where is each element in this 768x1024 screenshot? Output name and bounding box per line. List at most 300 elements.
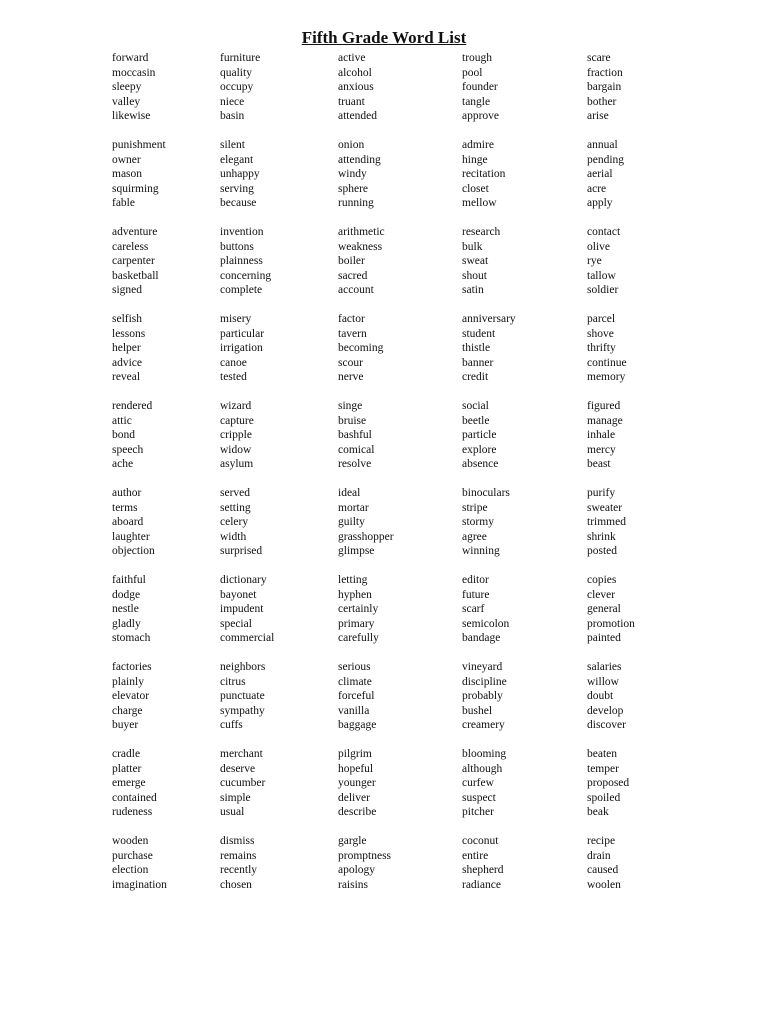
word-group bbox=[0, 660, 768, 733]
word: absence bbox=[462, 458, 499, 470]
word-row bbox=[0, 544, 768, 559]
word: plainness bbox=[220, 255, 263, 267]
word-row bbox=[0, 399, 768, 414]
word: advice bbox=[112, 356, 143, 369]
word: dictionary bbox=[220, 574, 267, 586]
word-row bbox=[0, 762, 768, 777]
word: valley bbox=[112, 95, 141, 108]
word-group bbox=[0, 834, 768, 892]
word: setting bbox=[220, 501, 251, 514]
word: owner bbox=[112, 153, 141, 166]
word: trimmed bbox=[587, 516, 626, 528]
word-row bbox=[0, 675, 768, 690]
word: resolve bbox=[338, 458, 372, 470]
word: tangle bbox=[462, 95, 491, 108]
word: active bbox=[338, 52, 366, 64]
word: carefully bbox=[338, 632, 379, 644]
word: hinge bbox=[462, 153, 488, 166]
word: probably bbox=[462, 690, 503, 702]
word: raisins bbox=[338, 878, 369, 891]
word-row bbox=[0, 530, 768, 545]
word: bushel bbox=[462, 704, 493, 717]
word: coconut bbox=[462, 835, 499, 847]
word: running bbox=[338, 197, 374, 209]
word: alcohol bbox=[338, 66, 372, 79]
word: comical bbox=[338, 443, 375, 456]
word: basin bbox=[220, 110, 245, 122]
word: nerve bbox=[338, 371, 364, 383]
word: gargle bbox=[338, 835, 367, 847]
word: bulk bbox=[462, 240, 483, 253]
word: becoming bbox=[338, 342, 384, 354]
word: rye bbox=[587, 255, 602, 267]
word: glimpse bbox=[338, 545, 375, 557]
word-group bbox=[0, 225, 768, 298]
word: particular bbox=[220, 327, 265, 340]
word: remains bbox=[220, 849, 257, 862]
word: quality bbox=[220, 66, 252, 79]
word: celery bbox=[220, 516, 249, 528]
word: bother bbox=[587, 95, 617, 108]
word: rudeness bbox=[112, 806, 153, 818]
word: shout bbox=[462, 269, 487, 282]
word: emerge bbox=[112, 777, 146, 789]
word-list bbox=[0, 51, 768, 907]
word-row bbox=[0, 51, 768, 66]
word: truant bbox=[338, 95, 365, 108]
word: bargain bbox=[587, 81, 622, 93]
word: semicolon bbox=[462, 617, 510, 630]
word: bayonet bbox=[220, 588, 257, 601]
word: willow bbox=[587, 675, 619, 688]
word: student bbox=[462, 327, 496, 340]
word-row bbox=[0, 283, 768, 298]
word: wooden bbox=[112, 835, 149, 847]
word: stormy bbox=[462, 516, 494, 528]
word: certainly bbox=[338, 603, 379, 615]
word: promptness bbox=[338, 849, 392, 862]
word-row bbox=[0, 704, 768, 719]
word: concerning bbox=[220, 269, 272, 282]
word: served bbox=[220, 487, 251, 499]
word: cradle bbox=[112, 748, 141, 760]
word: punctuate bbox=[220, 690, 265, 702]
word-group bbox=[0, 138, 768, 211]
word: woolen bbox=[587, 878, 621, 891]
word-row bbox=[0, 660, 768, 675]
word: curfew bbox=[462, 777, 494, 789]
word: stripe bbox=[462, 501, 488, 514]
word: complete bbox=[220, 284, 263, 296]
word: closet bbox=[462, 182, 489, 195]
word: gladly bbox=[112, 617, 141, 630]
word-group bbox=[0, 486, 768, 559]
word: describe bbox=[338, 806, 377, 818]
word-row bbox=[0, 109, 768, 124]
word-row bbox=[0, 341, 768, 356]
word: factories bbox=[112, 661, 152, 673]
word: imagination bbox=[112, 878, 167, 891]
word: drain bbox=[587, 849, 611, 862]
word: olive bbox=[587, 240, 610, 253]
word: scare bbox=[587, 52, 611, 64]
word: scarf bbox=[462, 603, 485, 615]
word-row bbox=[0, 805, 768, 820]
word: apology bbox=[338, 864, 376, 876]
word-row bbox=[0, 327, 768, 342]
word: merchant bbox=[220, 748, 263, 760]
word-row bbox=[0, 486, 768, 501]
word: copies bbox=[587, 574, 617, 586]
word: bandage bbox=[462, 632, 501, 644]
word: deserve bbox=[220, 762, 256, 775]
word: furniture bbox=[220, 52, 261, 64]
word: inhale bbox=[587, 429, 616, 441]
word: citrus bbox=[220, 675, 246, 688]
word: explore bbox=[462, 443, 497, 456]
word: apply bbox=[587, 197, 613, 209]
word: vineyard bbox=[462, 661, 503, 673]
word: moccasin bbox=[112, 66, 156, 79]
word: onion bbox=[338, 139, 365, 151]
word: temper bbox=[587, 762, 619, 775]
word-row bbox=[0, 370, 768, 385]
word: charge bbox=[112, 704, 143, 717]
word: manage bbox=[587, 414, 623, 427]
word-row bbox=[0, 588, 768, 603]
word: buttons bbox=[220, 240, 254, 253]
word: unhappy bbox=[220, 168, 260, 180]
word: proposed bbox=[587, 777, 630, 789]
word-row bbox=[0, 457, 768, 472]
word: painted bbox=[587, 632, 621, 644]
word-row bbox=[0, 196, 768, 211]
word: sympathy bbox=[220, 704, 265, 717]
word: likewise bbox=[112, 110, 151, 122]
word: ache bbox=[112, 458, 134, 470]
word: dismiss bbox=[220, 835, 255, 847]
word-row bbox=[0, 602, 768, 617]
word: asylum bbox=[220, 458, 254, 470]
word-row bbox=[0, 689, 768, 704]
word: reveal bbox=[112, 371, 141, 383]
word: squirming bbox=[112, 182, 159, 195]
word: niece bbox=[220, 95, 245, 108]
word: stomach bbox=[112, 632, 151, 644]
word: arithmetic bbox=[338, 226, 385, 238]
word: purchase bbox=[112, 849, 153, 862]
word: aerial bbox=[587, 168, 613, 180]
word: canoe bbox=[220, 356, 247, 369]
word: boiler bbox=[338, 255, 365, 267]
word: terms bbox=[112, 501, 138, 514]
word: particle bbox=[462, 429, 497, 441]
word: figured bbox=[587, 400, 621, 412]
word: recipe bbox=[587, 835, 616, 847]
word-row bbox=[0, 834, 768, 849]
word: general bbox=[587, 603, 621, 615]
word-group bbox=[0, 51, 768, 124]
word: elevator bbox=[112, 690, 150, 702]
word: admire bbox=[462, 139, 494, 151]
word: parcel bbox=[587, 313, 616, 325]
word: pool bbox=[462, 66, 483, 79]
word: thistle bbox=[462, 342, 491, 354]
word: tested bbox=[220, 371, 247, 383]
page-title: Fifth Grade Word List bbox=[301, 28, 467, 47]
word-row bbox=[0, 631, 768, 646]
word: soldier bbox=[587, 284, 619, 296]
word: beak bbox=[587, 806, 609, 818]
word: serving bbox=[220, 182, 254, 195]
word: pilgrim bbox=[338, 748, 372, 760]
word: nestle bbox=[112, 603, 139, 615]
word: platter bbox=[112, 762, 142, 775]
word: simple bbox=[220, 791, 251, 804]
word: doubt bbox=[587, 690, 614, 702]
word: clever bbox=[587, 588, 616, 601]
word: hyphen bbox=[338, 588, 372, 601]
word: thrifty bbox=[587, 342, 616, 354]
word: banner bbox=[462, 356, 494, 369]
word: recitation bbox=[462, 168, 506, 180]
word: fraction bbox=[587, 66, 623, 79]
word: widow bbox=[220, 443, 252, 456]
word: suspect bbox=[462, 791, 496, 804]
word: future bbox=[462, 588, 490, 601]
word: sphere bbox=[338, 182, 369, 195]
word: factor bbox=[338, 313, 365, 325]
word-row bbox=[0, 501, 768, 516]
word: pending bbox=[587, 153, 625, 166]
word-row bbox=[0, 240, 768, 255]
word-group bbox=[0, 573, 768, 646]
word: hopeful bbox=[338, 762, 374, 775]
word: neighbors bbox=[220, 661, 266, 673]
word: anniversary bbox=[462, 313, 516, 325]
word-row bbox=[0, 182, 768, 197]
word: posted bbox=[587, 545, 618, 557]
word: occupy bbox=[220, 81, 254, 93]
word: entire bbox=[462, 849, 489, 862]
word: memory bbox=[587, 371, 626, 383]
word-row bbox=[0, 225, 768, 240]
word: weakness bbox=[338, 240, 383, 253]
word: attic bbox=[112, 414, 132, 427]
word: social bbox=[462, 400, 489, 412]
word: baggage bbox=[338, 719, 377, 731]
word-row bbox=[0, 849, 768, 864]
word: discover bbox=[587, 719, 626, 731]
word: agree bbox=[462, 530, 487, 543]
word: silent bbox=[220, 139, 245, 151]
word: selfish bbox=[112, 313, 143, 325]
word: account bbox=[338, 284, 374, 296]
word: objection bbox=[112, 545, 155, 557]
word-row bbox=[0, 269, 768, 284]
word: plainly bbox=[112, 675, 144, 688]
word: guilty bbox=[338, 516, 365, 528]
word: research bbox=[462, 226, 501, 238]
word: adventure bbox=[112, 226, 158, 238]
word: impudent bbox=[220, 603, 264, 615]
word: radiance bbox=[462, 878, 501, 891]
word: salaries bbox=[587, 661, 622, 673]
word: rendered bbox=[112, 400, 153, 412]
word: beetle bbox=[462, 414, 490, 427]
word: grasshopper bbox=[338, 530, 394, 543]
word: invention bbox=[220, 226, 264, 238]
word: contact bbox=[587, 226, 621, 238]
word: pitcher bbox=[462, 806, 494, 818]
word-row bbox=[0, 66, 768, 81]
word-row bbox=[0, 138, 768, 153]
word-row bbox=[0, 80, 768, 95]
word: dodge bbox=[112, 588, 141, 601]
word: vanilla bbox=[338, 704, 370, 717]
word: commercial bbox=[220, 632, 275, 644]
word: continue bbox=[587, 356, 627, 369]
word-row bbox=[0, 776, 768, 791]
word-row bbox=[0, 153, 768, 168]
word: arise bbox=[587, 110, 609, 122]
word: attending bbox=[338, 153, 381, 166]
word: sweater bbox=[587, 501, 623, 514]
word-group bbox=[0, 747, 768, 820]
word: primary bbox=[338, 617, 375, 630]
word-row bbox=[0, 878, 768, 893]
word: contained bbox=[112, 791, 157, 804]
word-row bbox=[0, 414, 768, 429]
word-row bbox=[0, 791, 768, 806]
word: scour bbox=[338, 356, 363, 369]
word-row bbox=[0, 718, 768, 733]
word: discipline bbox=[462, 675, 507, 688]
word: climate bbox=[338, 675, 372, 688]
word: shrink bbox=[587, 530, 616, 543]
word: fable bbox=[112, 197, 135, 209]
word: trough bbox=[462, 52, 493, 64]
word: windy bbox=[338, 168, 367, 180]
word: usual bbox=[220, 806, 245, 818]
word: basketball bbox=[112, 269, 159, 282]
word: wizard bbox=[220, 400, 252, 412]
word: ideal bbox=[338, 487, 361, 499]
word-row bbox=[0, 747, 768, 762]
word: deliver bbox=[338, 791, 370, 804]
word-group bbox=[0, 312, 768, 385]
word: lessons bbox=[112, 327, 146, 340]
word: bond bbox=[112, 429, 135, 441]
word: surprised bbox=[220, 545, 263, 557]
word-row bbox=[0, 515, 768, 530]
word-group bbox=[0, 399, 768, 472]
word-row bbox=[0, 863, 768, 878]
word-row bbox=[0, 254, 768, 269]
word: cripple bbox=[220, 429, 252, 441]
word: beast bbox=[587, 458, 611, 470]
word: founder bbox=[462, 81, 498, 93]
word: satin bbox=[462, 284, 484, 296]
word: serious bbox=[338, 661, 371, 673]
word: irrigation bbox=[220, 342, 263, 354]
word: faithful bbox=[112, 574, 146, 586]
word: tallow bbox=[587, 269, 616, 282]
word: blooming bbox=[462, 748, 507, 760]
word: shove bbox=[587, 327, 614, 340]
word-row bbox=[0, 95, 768, 110]
word: letting bbox=[338, 574, 368, 586]
word: aboard bbox=[112, 516, 144, 528]
word-row bbox=[0, 617, 768, 632]
word-row bbox=[0, 167, 768, 182]
word: mason bbox=[112, 168, 143, 180]
word: forward bbox=[112, 52, 149, 64]
word: chosen bbox=[220, 878, 252, 891]
word: promotion bbox=[587, 617, 635, 630]
word-row bbox=[0, 573, 768, 588]
word: spoiled bbox=[587, 791, 621, 804]
word: younger bbox=[338, 777, 376, 789]
word: forceful bbox=[338, 690, 375, 702]
word: cuffs bbox=[220, 719, 243, 731]
word: sacred bbox=[338, 269, 368, 282]
word: creamery bbox=[462, 719, 505, 731]
word: annual bbox=[587, 139, 618, 151]
word: mortar bbox=[338, 501, 369, 514]
word: bruise bbox=[338, 414, 367, 427]
word: because bbox=[220, 197, 257, 209]
word: special bbox=[220, 617, 252, 630]
word: attended bbox=[338, 110, 377, 122]
word: binoculars bbox=[462, 487, 510, 499]
word: helper bbox=[112, 342, 141, 354]
word: beaten bbox=[587, 748, 618, 760]
word: recently bbox=[220, 864, 258, 876]
word: sweat bbox=[462, 255, 489, 267]
word: purify bbox=[587, 487, 616, 499]
word: editor bbox=[462, 574, 489, 586]
word: shepherd bbox=[462, 864, 504, 876]
word: caused bbox=[587, 864, 619, 876]
word: cucumber bbox=[220, 777, 266, 789]
word: carpenter bbox=[112, 255, 155, 267]
word: speech bbox=[112, 443, 144, 456]
word-row bbox=[0, 428, 768, 443]
word: author bbox=[112, 487, 142, 499]
word: mellow bbox=[462, 197, 497, 209]
word-row bbox=[0, 443, 768, 458]
word: although bbox=[462, 762, 503, 775]
word: sleepy bbox=[112, 81, 142, 93]
word-row bbox=[0, 356, 768, 371]
word: anxious bbox=[338, 81, 374, 93]
word: bashful bbox=[338, 429, 372, 441]
word: buyer bbox=[112, 719, 139, 731]
word-row bbox=[0, 312, 768, 327]
word: elegant bbox=[220, 153, 254, 166]
word: election bbox=[112, 864, 149, 876]
word: punishment bbox=[112, 139, 166, 151]
word: laughter bbox=[112, 530, 150, 543]
word: mercy bbox=[587, 443, 616, 456]
word: singe bbox=[338, 400, 363, 412]
word: credit bbox=[462, 371, 489, 383]
word: develop bbox=[587, 704, 624, 717]
word: misery bbox=[220, 313, 252, 325]
word: width bbox=[220, 530, 247, 543]
word: approve bbox=[462, 110, 500, 122]
